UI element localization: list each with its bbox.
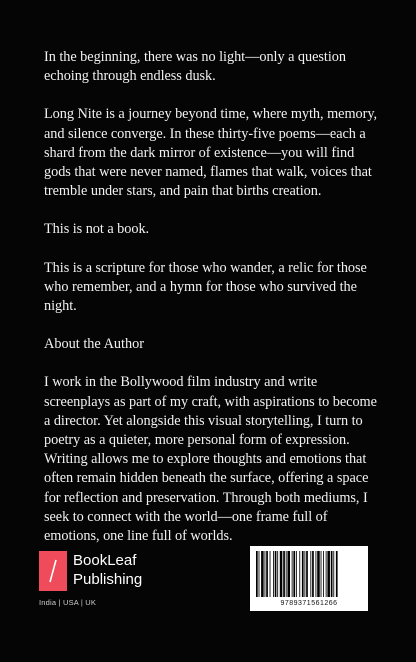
barcode-bar bbox=[283, 551, 285, 597]
publisher-name bbox=[73, 551, 142, 589]
barcode-bar bbox=[326, 551, 327, 597]
barcode-bar bbox=[256, 551, 258, 597]
barcode-bar bbox=[317, 551, 320, 597]
barcode-bar bbox=[270, 551, 271, 597]
blurb-paragraph-4: This is a scripture for those who wander, a relic for those who remember, and a hymn for those who survived the night. bbox=[44, 259, 367, 315]
about-author-heading: About the Author bbox=[44, 336, 145, 353]
barcode-bar bbox=[323, 551, 324, 597]
publisher-name-line-1: BookLeaf bbox=[73, 552, 137, 569]
barcode-bar bbox=[304, 551, 305, 597]
barcode-bar bbox=[259, 551, 260, 597]
about-author-text: I work in the Bollywood film industry and write screenplays as part of my craft, with aspirations to become a director. Yet alongside this visual storytelling, I turn to poetry as a quieter, more personal form of expression. Writing allows me to explore thoughts and emotions that often remain hidden beneath the surface, offering a space for reflection and preservation. Through both mediums, I seek to connect with the world—one frame full of emotions, one line full of worlds. bbox=[44, 374, 377, 545]
barcode-bar bbox=[306, 551, 308, 597]
barcode-bar bbox=[277, 551, 278, 597]
barcode-bar bbox=[287, 551, 290, 597]
publisher-name-line-2: Publishing bbox=[73, 571, 143, 588]
barcode-bar bbox=[316, 551, 317, 597]
blurb-paragraph-1: In the beginning, there was no light—only a question echoing through endless dusk. bbox=[44, 49, 346, 85]
barcode-bar bbox=[275, 551, 277, 597]
blurb-paragraph-2: Long Nite is a journey beyond time, where myth, memory, and silence converge. In these thirty-five poems—each a shard from the dark mirror of existence—you will find gods that were never named, flames that walk, voices that tremble under stars, and pain that births creation. bbox=[44, 106, 378, 200]
barcode-bar bbox=[302, 551, 304, 597]
barcode-bar bbox=[261, 551, 264, 597]
barcode-bar bbox=[280, 551, 283, 597]
barcode-bar bbox=[266, 551, 268, 597]
isbn-barcode bbox=[250, 546, 368, 611]
blurb-paragraph-3: This is not a book. bbox=[44, 221, 150, 238]
publisher-regions: India | USA | UK bbox=[39, 598, 97, 607]
barcode-bar bbox=[333, 551, 334, 597]
barcode-bar bbox=[331, 551, 333, 597]
barcode-bar bbox=[273, 551, 274, 597]
publisher-logo bbox=[39, 549, 179, 609]
barcode-bar bbox=[265, 551, 266, 597]
barcode-bar bbox=[286, 551, 287, 597]
barcode-bar bbox=[310, 551, 311, 597]
barcode-bar bbox=[299, 551, 300, 597]
bookleaf-slash-icon bbox=[39, 551, 67, 591]
barcode-bar bbox=[312, 551, 314, 597]
barcode-bar bbox=[296, 551, 297, 597]
barcode-bar bbox=[292, 551, 293, 597]
blurb-text-block bbox=[44, 48, 384, 565]
barcode-bars-icon bbox=[256, 551, 362, 597]
barcode-bar bbox=[321, 551, 322, 597]
barcode-bar bbox=[293, 551, 295, 597]
isbn-number: 9789371561266 bbox=[280, 600, 338, 607]
barcode-bar bbox=[327, 551, 330, 597]
barcode-bar bbox=[336, 551, 338, 597]
